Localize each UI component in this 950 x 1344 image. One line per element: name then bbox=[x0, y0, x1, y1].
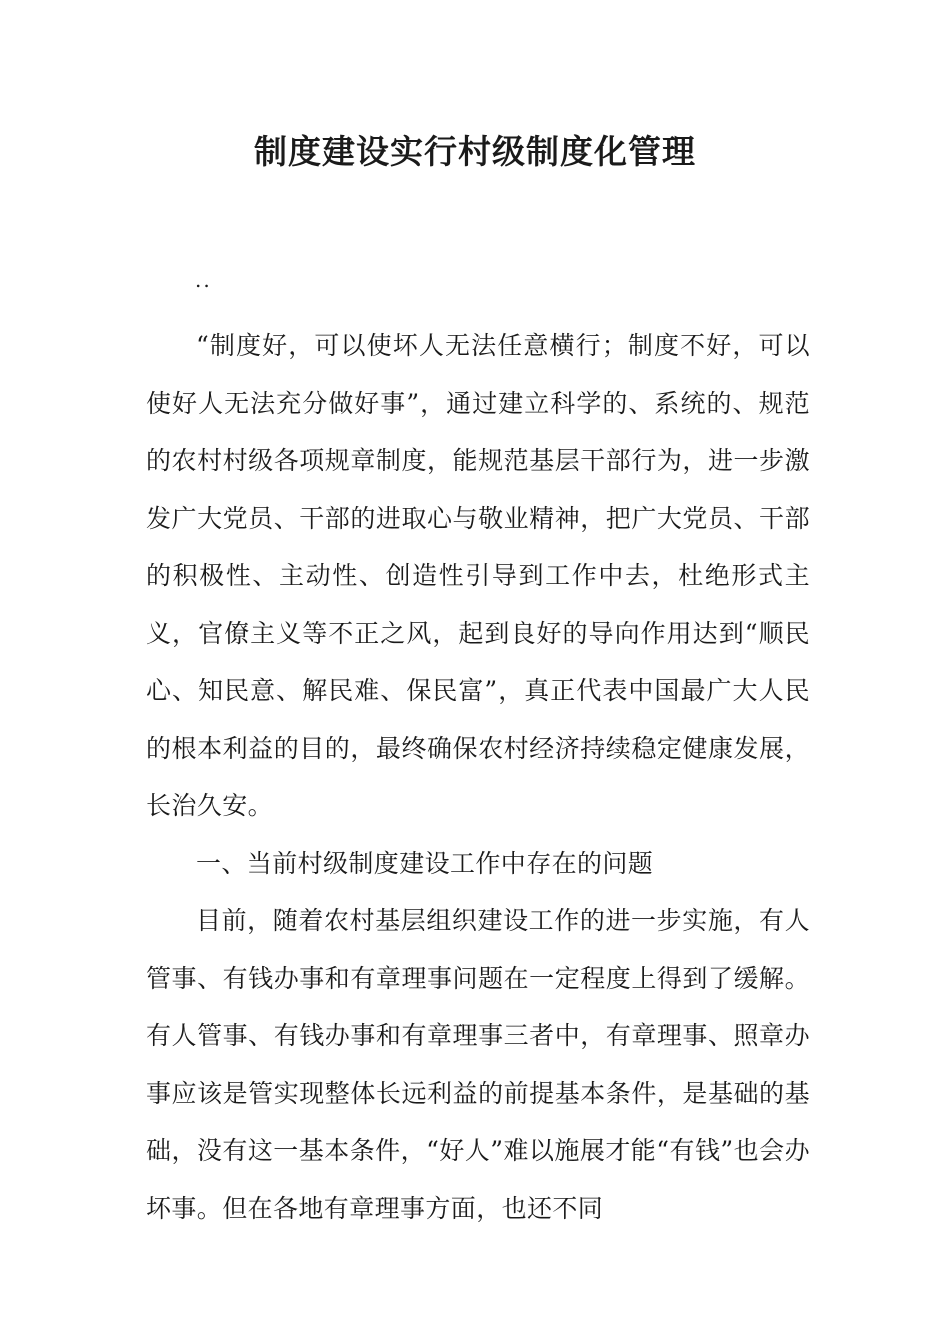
document-body bbox=[146, 317, 810, 1237]
intro-paragraph: “制度好，可以使坏人无法任意横行；制度不好，可以使好人无法充分做好事”，通过建立科学的、系统的、规范的农村村级各项规章制度，能规范基层干部行为，进一步激发广大党员、干部的进取心与敬业精神，把广大党员、干部的积极性、主动性、创造性引导到工作中去，杜绝形式主义，官僚主义等不正之风，起到良好的导向作用达到“顺民心、知民意、解民难、保民富”，真正代表中国最广大人民的根本利益的目的，最终确保农村经济持续稳定健康发展，长治久安。 bbox=[146, 331, 810, 820]
body-paragraph: 目前，随着农村基层组织建设工作的进一步实施，有人管事、有钱办事和有章理事问题在一定程度上得到了缓解。有人管事、有钱办事和有章理事三者中，有章理事、照章办事应该是管实现整体长远利益的前提基本条件，是基础的基础，没有这一基本条件，“好人”难以施展才能“有钱”也会办坏事。但在各地有章理事方面，也还不同 bbox=[146, 906, 810, 1223]
document-title: 制度建设实行村级制度化管理 bbox=[254, 132, 696, 171]
section-marker: .. bbox=[195, 268, 212, 292]
section-heading: 一、当前村级制度建设工作中存在的问题 bbox=[196, 848, 654, 878]
